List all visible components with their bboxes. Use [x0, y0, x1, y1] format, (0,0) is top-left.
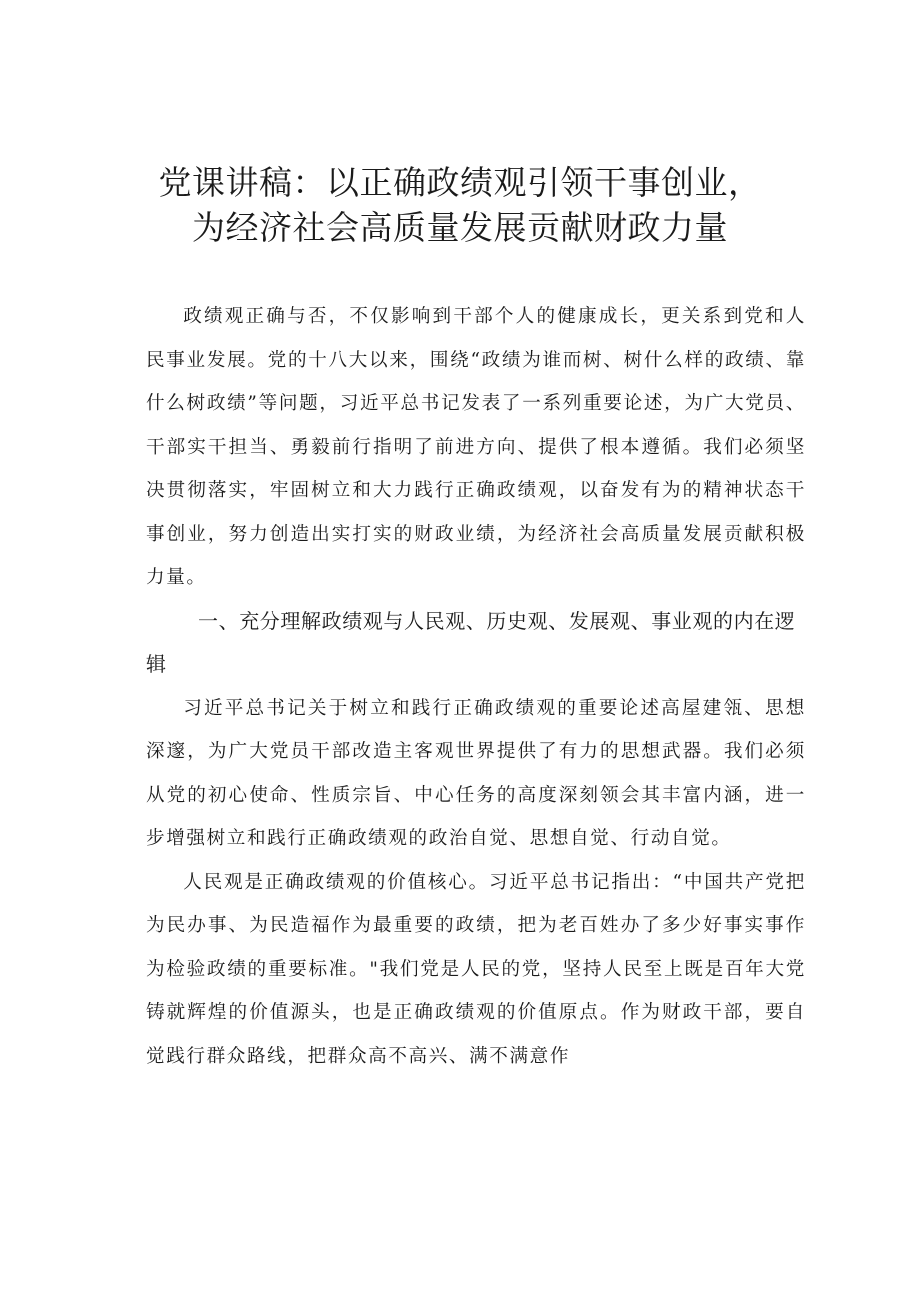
- document-title: [120, 160, 800, 250]
- title-line-1: 党课讲稿：以正确政绩观引领干事创业，: [158, 163, 762, 202]
- section-heading-1: 一、充分理解政绩观与人民观、历史观、发展观、事业观的内在逻辑: [146, 608, 796, 676]
- body-paragraph: 习近平总书记关于树立和践行正确政绩观的重要论述高屋建瓴、思想深邃，为广大党员干部改造主客观世界提供了有力的思想武器。我们必须从党的初心使命、性质宗旨、中心任务的高度深刻领会其丰富内涵，进一步增强树立和践行正确政绩观的政治自觉、思想自觉、行动自觉。: [146, 697, 806, 849]
- document-body: [146, 295, 806, 1078]
- body-paragraph: 人民观是正确政绩观的价值核心。习近平总书记指出：“中国共产党把为民办事、为民造福作为最重要的政绩，把为老百姓办了多少好事实事作为检验政绩的重要标准。"我们党是人民的党，坚持人民至上既是百年大党铸就辉煌的价值源头，也是正确政绩观的价值原点。作为财政干部，要自觉践行群众路线，把群众高不高兴、满不满意作: [146, 871, 806, 1067]
- title-line-2: 为经济社会高质量发展贡献财政力量: [192, 208, 728, 247]
- intro-paragraph: 政绩观正确与否，不仅影响到干部个人的健康成长，更关系到党和人民事业发展。党的十八大以来，围绕“政绩为谁而树、树什么样的政绩、靠什么树政绩”等问题，习近平总书记发表了一系列重要论述，为广大党员、干部实干担当、勇毅前行指明了前进方向、提供了根本遵循。我们必须坚决贯彻落实，牢固树立和大力践行正确政绩观，以奋发有为的精神状态干事创业，努力创造出实打实的财政业绩，为经济社会高质量发展贡献积极力量。: [146, 306, 806, 588]
